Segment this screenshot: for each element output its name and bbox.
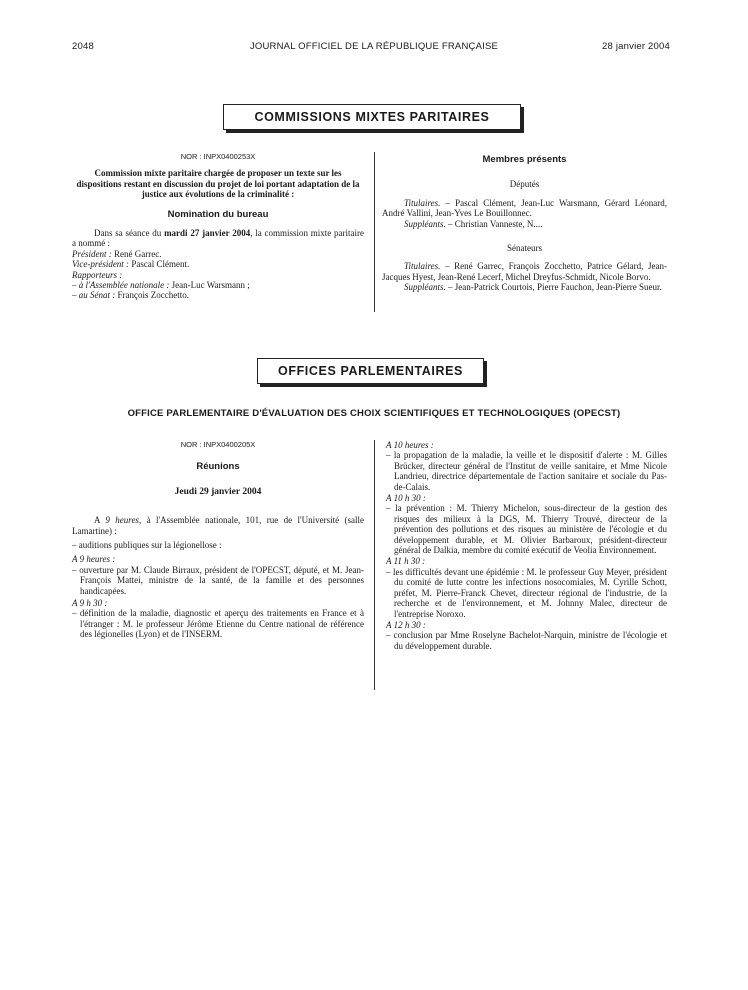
schedule-time: A 10 h 30 : — [386, 493, 426, 504]
section-title-offices: OFFICES PARLEMENTAIRES — [257, 358, 484, 384]
schedule-time: A 11 h 30 : — [386, 556, 426, 567]
offices-column-divider — [374, 440, 375, 690]
cmp-nomination-title: Nomination du bureau — [167, 208, 269, 220]
reunion-date: Jeudi 29 janvier 2004 — [174, 486, 262, 497]
offices-left-column — [72, 440, 364, 640]
issue-date: 28 janvier 2004 — [602, 41, 670, 52]
schedule-item — [386, 556, 667, 618]
schedule-time: A 12 h 30 : — [386, 619, 426, 630]
schedule-text: – la propagation de la maladie, la veille et le dispositif d'alerte : M. Gilles Brücker, directeur général de l'Institut de veille sanitaire, et Mme Nicole Landrieu, directrice départementale de l'action sanitaire et sociale du Pas-de-Calais. — [386, 450, 667, 492]
schedule-time: A 10 heures : — [386, 440, 434, 450]
cmp-president: Président : René Garrec. — [72, 248, 162, 259]
schedule-time: A 9 heures : — [72, 554, 116, 565]
cmp-membres-title: Membres présents — [482, 154, 567, 165]
schedule-text: – conclusion par Mme Roselyne Bachelot-Narquin, ministre de l'écologie et du développement durable. — [386, 630, 667, 651]
cmp-vice-president: Vice-président : Pascal Clément. — [72, 259, 190, 270]
cmp-rapporteurs-label: Rapporteurs : — [72, 269, 123, 280]
cmp-senateurs-titulaires: Titulaires. – René Garrec, François Zocchetto, Patrice Gélard, Jean-Jacques Hyest, Jean-René Lecerf, Michel Dreyfus-Schmidt, Nicole Borvo. — [382, 261, 667, 282]
schedule-time: A 9 h 30 : — [72, 598, 108, 609]
schedule-text: – définition de la maladie, diagnostic et aperçu des traitements en France et à l'étranger : M. le professeur Jérôme Etienne du Centre national de référence des légionelles (Lyon) et de l'INSERM. — [72, 608, 364, 640]
cmp-senateurs-title: Sénateurs — [507, 243, 542, 254]
schedule-item — [72, 554, 364, 596]
schedule-text: – ouverture par M. Claude Birraux, président de l'OPECST, député, et M. Jean-François Mattei, ministre de la santé, de la famille et des personnes handicapées. — [72, 564, 364, 596]
reunions-title: Réunions — [196, 461, 240, 473]
schedule-text: – la prévention : M. Thierry Michelon, sous-directeur de la gestion des risques des milieux à la DGS, M. Thierry Trouvé, directeur de la prévention des pollutions et des risques au ministère de l'écologie et du développement durable, et M. Olivier Barbaroux, président-directeur général de Dalkia, membre du comité exécutif de Veolia Environnement. — [386, 503, 667, 556]
schedule-item — [386, 440, 667, 492]
schedule-item — [386, 493, 667, 555]
cmp-deputes-titulaires: Titulaires. – Pascal Clément, Jean-Luc Warsmann, Gérard Léonard, André Vallini, Jean-Yves Le Bouillonnec. — [382, 197, 667, 219]
cmp-right-column — [382, 155, 667, 293]
cmp-deputes-suppleants: Suppléants. – Christian Vanneste, N.... — [404, 218, 543, 229]
cmp-intro: Dans sa séance du mardi 27 janvier 2004, la commission mixte paritaire a nommé : — [72, 228, 364, 249]
journal-title: JOURNAL OFFICIEL DE LA RÉPUBLIQUE FRANÇAISE — [249, 41, 499, 52]
cmp-nor-reference: NOR : INPX0400253X — [180, 152, 256, 161]
cmp-left-column — [72, 152, 364, 301]
reunion-intro: A 9 heures, à l'Assemblée nationale, 101, rue de l'Université (salle Lamartine) : — [72, 515, 364, 536]
cmp-senateurs-suppleants: Suppléants. – Jean-Patrick Courtois, Pierre Fauchon, Jean-Pierre Sueur. — [404, 282, 662, 293]
office-title: OFFICE PARLEMENTAIRE D'ÉVALUATION DES CHOIX SCIENTIFIQUES ET TECHNOLOGIQUES (OPECST) — [127, 408, 621, 419]
cmp-rapporteur-senat: – au Sénat : François Zocchetto. — [72, 290, 189, 301]
cmp-deputes-title: Députés — [509, 179, 540, 190]
schedule-item — [72, 598, 364, 640]
cmp-rapporteur-an: – à l'Assemblée nationale : Jean-Luc Warsmann ; — [72, 280, 250, 291]
item-auditions: – auditions publiques sur la légionellose : — [72, 540, 222, 551]
offices-nor-reference: NOR : INPX0400205X — [180, 440, 256, 449]
cmp-column-divider — [374, 152, 375, 312]
page-number: 2048 — [72, 41, 94, 52]
schedule-item — [386, 620, 667, 651]
schedule-text: – les difficultés devant une épidémie : M. le professeur Guy Meyer, président du comité de lutte contre les infections nosocomiales, M. Cyrille Schott, préfet, M. Pierre-Franck Chevet, directeur régional de l'industrie, de la recherche et de l'environnement, et M. Johnny Malec, directeur de l'entreprise Noroxo. — [386, 566, 667, 619]
cmp-heading: Commission mixte paritaire chargée de proposer un texte sur les dispositions restant en discussion du projet de loi portant adaptation de la justice aux évolutions de la criminalité : — [76, 168, 360, 200]
section-title-cmp: COMMISSIONS MIXTES PARITAIRES — [223, 104, 521, 130]
offices-right-column — [386, 440, 667, 651]
